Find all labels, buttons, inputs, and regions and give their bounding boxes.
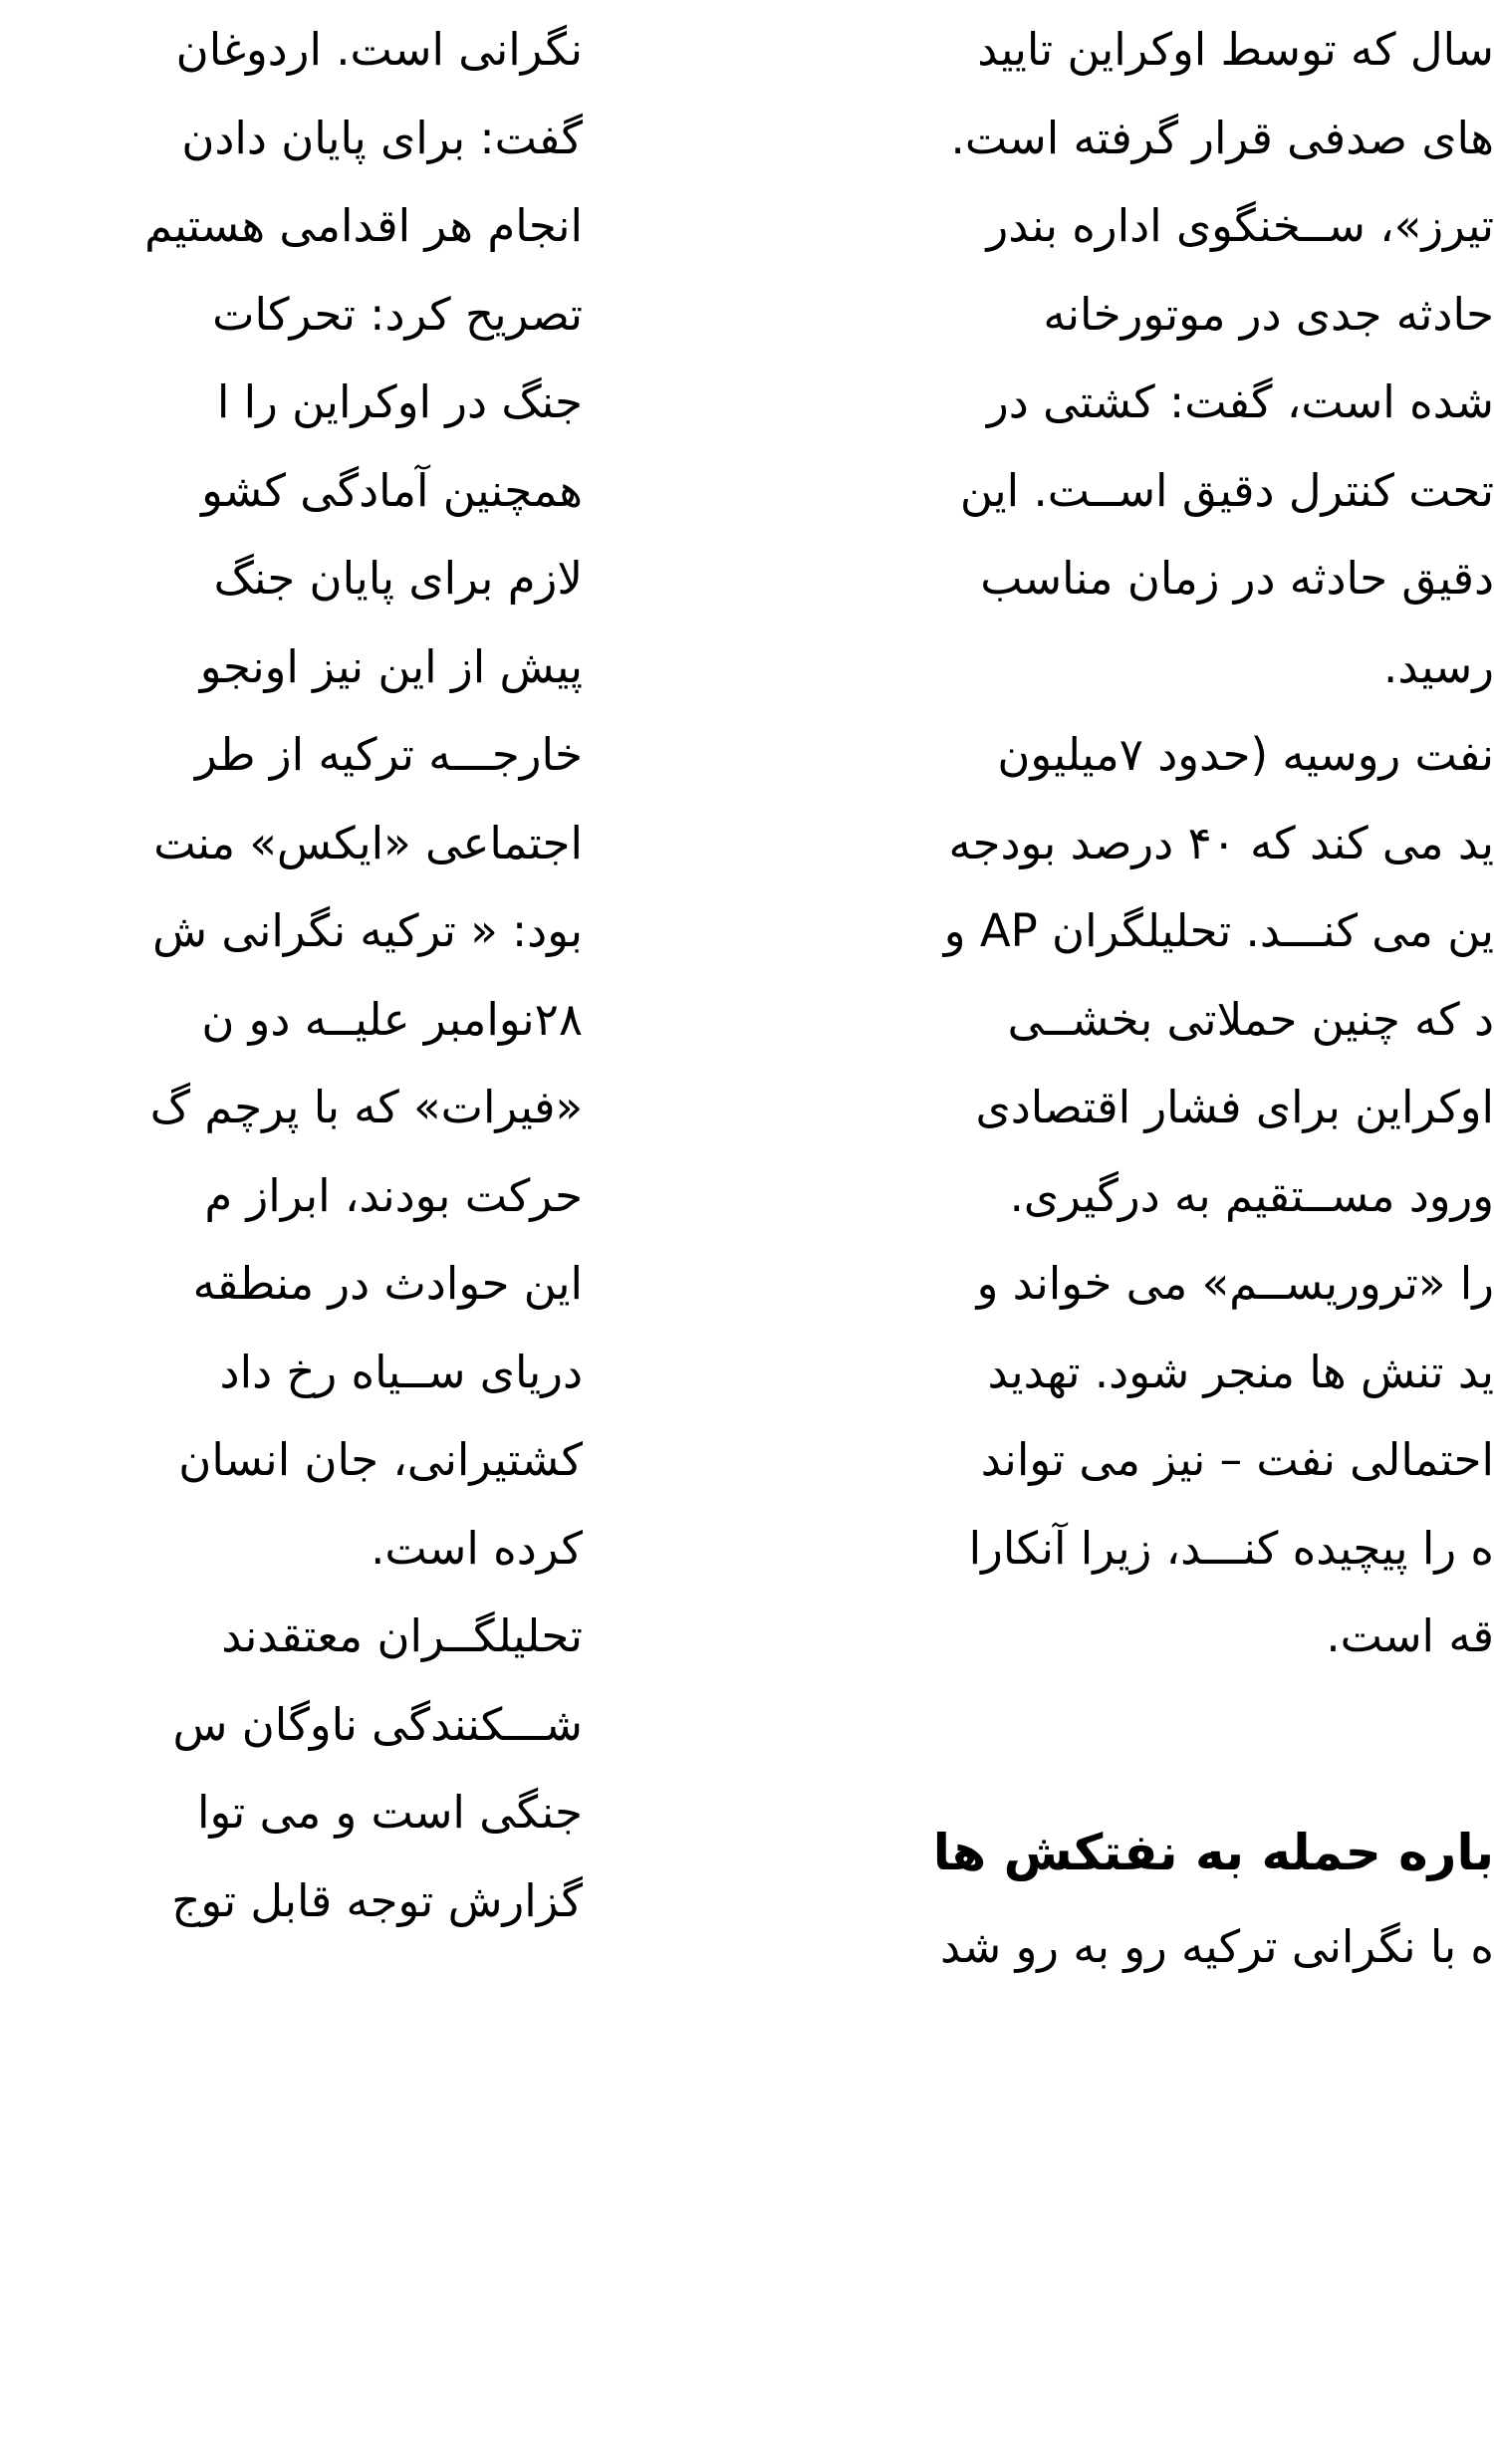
left-line: خارجـــه ترکیه از طر — [194, 728, 583, 781]
left-line: انجام هر اقدامی هستیم — [144, 199, 583, 252]
right-line: ورود مســتقیم به درگیری. — [1009, 1168, 1494, 1222]
left-line: تصریح کرد: تحرکات — [212, 287, 583, 341]
right-line: حادثه جدی در موتورخانه — [1043, 287, 1494, 341]
left-line: بود: « ترکیه نگرانی ش — [152, 904, 583, 957]
right-line: را «تروریســم» می خواند و — [976, 1257, 1494, 1310]
left-line: جنگ در اوکراین را ا — [216, 375, 583, 428]
left-line: گزارش توجه قابل توج — [171, 1873, 583, 1927]
left-line: جنگی است و می توا — [197, 1786, 583, 1839]
left-line: کرده است. — [371, 1521, 583, 1575]
section-spacer — [687, 1675, 1494, 1764]
left-line: گفت: برای پایان دادن — [181, 111, 583, 164]
left-line: «فیرات» که با پرچم گ — [149, 1081, 583, 1133]
left-line: دریای ســیاه رخ داد — [219, 1345, 583, 1398]
left-line: همچنین آمادگی کشو — [201, 463, 583, 517]
right-line: ه با نگرانی ترکیه رو به رو شد — [939, 1920, 1494, 1973]
left-line: این حوادث در منطقه — [192, 1257, 583, 1310]
right-line: ین می کنـــد. تحلیلگران AP و — [943, 904, 1494, 957]
right-line: تیرز»، ســخنگوی اداره بندر — [986, 199, 1494, 252]
left-column — [0, 0, 583, 1939]
right-line: احتمالی نفت – نیز می تواند — [980, 1433, 1494, 1486]
left-line: اجتماعی «ایکس» منت — [153, 816, 583, 869]
right-line: تحت کنترل دقیق اســت. این — [959, 463, 1494, 517]
right-line: د که چنین حملاتی بخشــی — [1007, 992, 1494, 1046]
left-line: تحلیلگــران معتقدند — [221, 1609, 583, 1662]
left-line: حرکت بودند، ابراز م — [204, 1168, 583, 1222]
left-line: نگرانی است. اردوغان — [175, 23, 583, 76]
section-heading: باره حمله به نفتکش ها — [932, 1824, 1494, 1881]
right-line: سال که توسط اوکراین تایید — [977, 23, 1494, 76]
left-line: ۲۸نوامبر علیــه دو ن — [201, 992, 583, 1046]
left-line: لازم برای پایان جنگ — [213, 552, 583, 605]
left-line: شـــکنندگی ناوگان س — [172, 1697, 583, 1751]
left-line: کشتیرانی، جان انسان — [178, 1433, 583, 1486]
right-line: اوکراین برای فشار اقتصادی — [975, 1081, 1494, 1133]
right-line: ه را پیچیده کنـــد، زیرا آنکارا — [968, 1521, 1494, 1575]
right-line: های صدفی قرار گرفته است. — [950, 111, 1494, 164]
right-line: شده است، گفت: کشتی در — [987, 375, 1494, 428]
right-line: رسید. — [1383, 639, 1494, 693]
right-line: ید می کند که ۴۰ درصد بودجه — [948, 816, 1494, 869]
right-line: دقیق حادثه در زمان مناسب — [980, 552, 1494, 605]
left-line: پیش از این نیز اونجو — [199, 639, 583, 693]
right-line: نفت روسیه (حدود ۷میلیون — [997, 728, 1494, 781]
section-spacer — [687, 1763, 1494, 1803]
right-column — [687, 0, 1494, 1986]
right-line: ید تنش ها منجر شود. تهدید — [987, 1345, 1494, 1398]
right-line: قه است. — [1326, 1609, 1494, 1662]
